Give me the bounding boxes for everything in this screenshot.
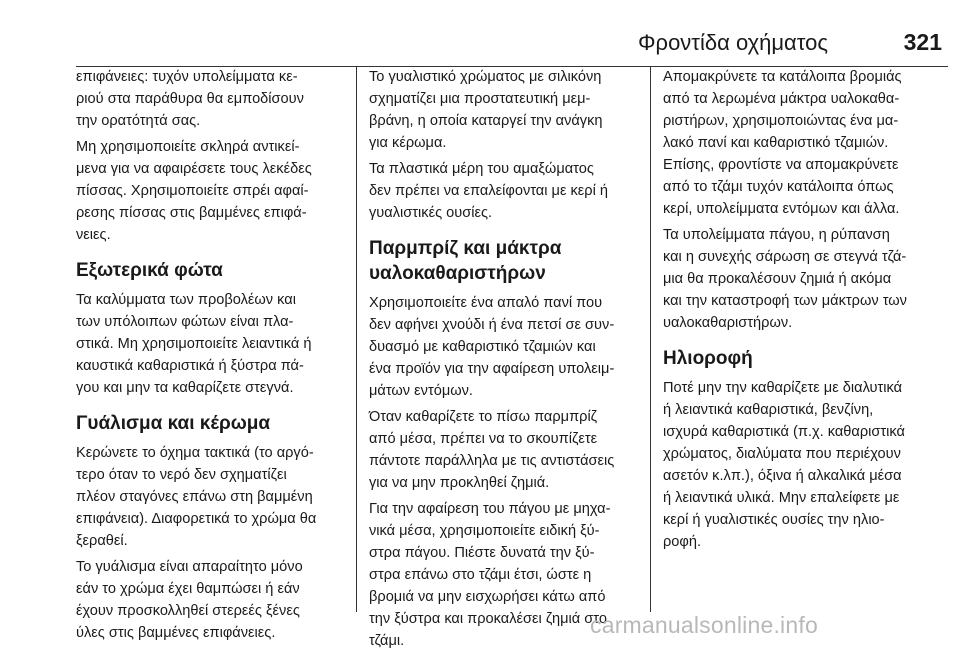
paragraph: Τα υπολείμματα πάγου, η ρύπανση και η συνεχής σάρωση σε στεγνά τζά- μια θα προκαλέσουν ζημιά ή ακόμα και την καταστροφή των μάκτρων των υαλοκαθαριστήρων. — [663, 227, 907, 331]
paragraph: Τα πλαστικά μέρη του αμαξώματος δεν πρέπει να επαλείφονται με κερί ή γυαλιστικές ουσίες. — [369, 161, 609, 221]
paragraph: Κερώνετε το όχημα τακτικά (το αργό- τερο όταν το νερό δεν σχηματίζει πλέον σταγόνες επάνω στη βαμμένη επιφάνεια). Διαφορετικά το χρώμα θα ξεραθεί. — [76, 445, 317, 549]
paragraph: Ποτέ μην την καθαρίζετε με διαλυτικά ή λειαντικά καθαριστικά, βενζίνη, ισχυρά καθαριστικά (π.χ. καθαριστικά χρώματος, διαλύματα που περιέχουν ασετόν κ.λπ.), όξινα ή αλκαλικά μέσα ή λειαντικά υλικά. Μην επαλείφετε με κερί ή γυαλιστικές ουσίες την ηλιο- ροφή. — [663, 380, 905, 550]
section-heading-polishing-waxing: Γυάλισμα και κέρωμα — [76, 413, 271, 434]
paragraph: επιφάνειες: τυχόν υπολείμματα κε- ριού στα παράθυρα θα εμποδίσουν την ορατότητά σας. — [76, 69, 304, 129]
paragraph: Όταν καθαρίζετε το πίσω παρμπρίζ από μέσα, πρέπει να το σκουπίζετε πάντοτε παράλληλα με τις αντιστάσεις για να μην προκληθεί ζημιά. — [369, 409, 615, 491]
page-number: 321 — [903, 29, 942, 55]
section-heading-windshield-wipers: Παρμπρίζ και μάκτρα υαλοκαθαριστήρων — [369, 238, 562, 284]
paragraph: Για την αφαίρεση του πάγου με μηχα- νικά μέσα, χρησιμοποιείτε ειδική ξύ- στρα πάγου. Πιέστε δυνατά την ξύ- στρα επάνω στο τζάμι έτσι, ώστε η βρομιά να μην εισχωρήσει κάτω από την ξύστρα και προκαλέσει ζημιά στο τζάμι. — [369, 501, 611, 649]
text-column-1 — [76, 66, 354, 641]
section-title: Φροντίδα οχήματος — [638, 30, 828, 55]
paragraph: Το γυάλισμα είναι απαραίτητο μόνο εάν το χρώμα έχει θαμπώσει ή εάν έχουν προσκολληθεί στερεές ξένες ύλες στις βαμμένες επιφάνειες. — [76, 559, 303, 641]
section-heading-sunroof: Ηλιοροφή — [663, 348, 753, 369]
paragraph: Τα καλύμματα των προβολέων και των υπόλοιπων φώτων είναι πλα- στικά. Μη χρησιμοποιείτε λειαντικά ή καυστικά καθαριστικά ή ξύστρα πά- γου και μην τα καθαρίζετε στεγνά. — [76, 292, 312, 396]
text-column-3 — [650, 66, 950, 612]
paragraph: Χρησιμοποιείτε ένα απαλό πανί που δεν αφήνει χνούδι ή ένα πετσί σε συν- δυασμό με καθαριστικό τζαμιών και ένα προϊόν για την αφαίρεση υπολειμ- μάτων εντόμων. — [369, 295, 615, 399]
watermark-text: carmanualsonline.info — [590, 612, 818, 638]
paragraph: Απομακρύνετε τα κατάλοιπα βρομιάς από τα λερωμένα μάκτρα υαλοκαθα- ριστήρων, χρησιμοποιώντας ένα μα- λακό πανί και καθαριστικό τζαμιών. Επίσης, φροντίστε να απομακρύνετε από το τζάμι τυχόν κατάλοιπα όπως κερί, υπολείμματα εντόμων και άλλα. — [663, 69, 902, 217]
text-column-2 — [356, 66, 650, 649]
page-header — [76, 26, 948, 67]
section-heading-exterior-lights: Εξωτερικά φώτα — [76, 260, 223, 281]
paragraph: Μη χρησιμοποιείτε σκληρά αντικεί- μενα για να αφαιρέσετε τους λεκέδες πίσσας. Χρησιμοποιείτε σπρέι αφαί- ρεσης πίσσας στις βαμμένες επιφά- νειες. — [76, 139, 312, 243]
paragraph: Το γυαλιστικό χρώματος με σιλικόνη σχηματίζει μια προστατευτική μεμ- βράνη, η οποία καταργεί την ανάγκη για κέρωμα. — [369, 69, 603, 151]
